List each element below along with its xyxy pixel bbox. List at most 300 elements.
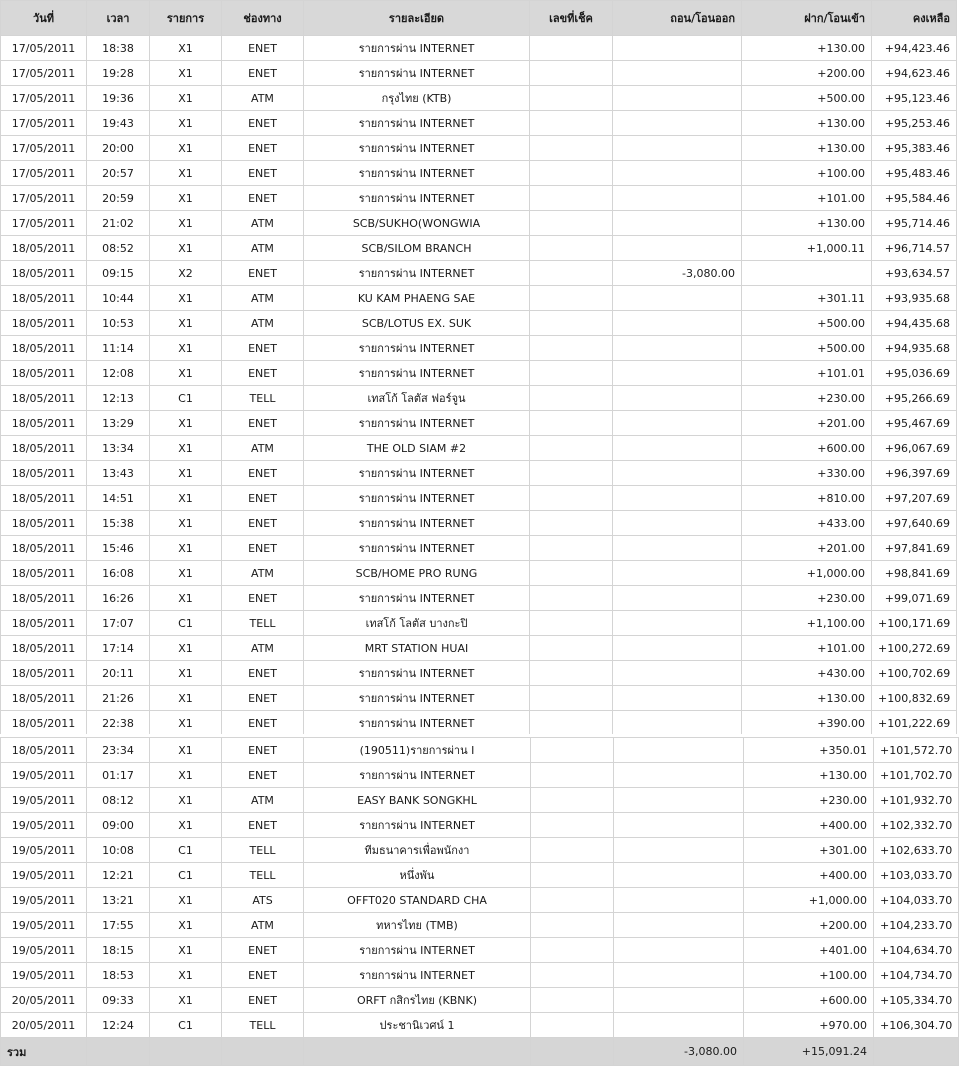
cell-withdraw [613,336,742,361]
cell-detail: รายการผ่าน INTERNET [304,511,530,536]
cell-type: X1 [150,636,222,661]
cell-date: 17/05/2011 [1,61,87,86]
cell-date: 20/05/2011 [1,1013,87,1038]
cell-balance: +104,233.70 [874,913,959,938]
cell-date: 18/05/2011 [1,536,87,561]
cell-channel: ENET [222,988,304,1013]
cell-balance: +106,304.70 [874,1013,959,1038]
cell-cheque [530,136,613,161]
table-row [1,111,957,136]
cell-withdraw [613,236,742,261]
cell-type: X1 [150,888,222,913]
cell-withdraw [614,913,744,938]
cell-detail: SCB/HOME PRO RUNG [304,561,530,586]
cell-channel: ENET [222,161,304,186]
table-row [1,36,957,61]
cell-withdraw [613,661,742,686]
cell-type: X1 [150,913,222,938]
table-row [1,963,959,988]
col-header-withdraw: ถอน/โอนออก [613,1,742,36]
cell-channel: TELL [222,1013,304,1038]
cell-date: 19/05/2011 [1,763,87,788]
cell-detail: KU KAM PHAENG SAE [304,286,530,311]
table-row [1,686,957,711]
cell-deposit: +1,000.00 [742,561,872,586]
cell-channel: ENET [222,586,304,611]
cell-deposit: +390.00 [742,711,872,736]
cell-type: X1 [150,61,222,86]
cell-date: 18/05/2011 [1,286,87,311]
cell-detail: รายการผ่าน INTERNET [304,711,530,736]
table-row [1,561,957,586]
cell-balance: +93,935.68 [872,286,957,311]
cell-balance: +96,397.69 [872,461,957,486]
cell-cheque [530,311,613,336]
cell-type: X1 [150,36,222,61]
cell-type: X1 [150,711,222,736]
cell-withdraw [613,461,742,486]
cell-balance: +101,702.70 [874,763,959,788]
cell-date: 18/05/2011 [1,686,87,711]
cell-time: 13:43 [87,461,150,486]
cell-cheque [531,788,614,813]
table-row [1,61,957,86]
cell-withdraw [613,686,742,711]
cell-balance: +95,123.46 [872,86,957,111]
cell-date: 18/05/2011 [1,336,87,361]
cell-date: 18/05/2011 [1,738,87,763]
cell-type: X1 [150,136,222,161]
cell-detail: รายการผ่าน INTERNET [304,763,531,788]
col-header-date: วันที่ [1,1,87,36]
cell-channel: ENET [222,686,304,711]
cell-balance: +100,272.69 [872,636,957,661]
cell-channel: ATM [222,913,304,938]
cell-balance: +95,714.46 [872,211,957,236]
total-withdraw: -3,080.00 [614,1038,744,1066]
cell-withdraw [613,586,742,611]
cell-cheque [530,361,613,386]
cell-date: 20/05/2011 [1,988,87,1013]
cell-balance: +94,623.46 [872,61,957,86]
cell-channel: ENET [222,461,304,486]
cell-cheque [530,211,613,236]
cell-channel: ENET [222,36,304,61]
cell-withdraw [613,311,742,336]
table-row [1,738,959,763]
cell-detail: เทสโก้ โลตัส บางกะปิ [304,611,530,636]
cell-type: X1 [150,511,222,536]
cell-balance: +100,171.69 [872,611,957,636]
cell-time: 16:26 [87,586,150,611]
cell-date: 18/05/2011 [1,586,87,611]
cell-time: 13:29 [87,411,150,436]
cell-cheque [530,286,613,311]
table-row [1,411,957,436]
cell-detail: THE OLD SIAM #2 [304,436,530,461]
table-row [1,813,959,838]
cell-deposit: +400.00 [744,863,874,888]
cell-cheque [530,261,613,286]
cell-deposit: +101.01 [742,361,872,386]
table-row [1,286,957,311]
cell-time: 21:26 [87,686,150,711]
cell-type: X1 [150,561,222,586]
cell-detail: รายการผ่าน INTERNET [304,461,530,486]
cell-time: 19:36 [87,86,150,111]
cell-date: 18/05/2011 [1,411,87,436]
cell-deposit: +200.00 [742,61,872,86]
cell-balance: +96,714.57 [872,236,957,261]
cell-balance: +104,033.70 [874,888,959,913]
cell-time: 10:44 [87,286,150,311]
cell-time: 09:00 [87,813,150,838]
cell-time: 09:15 [87,261,150,286]
cell-type: X1 [150,236,222,261]
cell-detail: รายการผ่าน INTERNET [304,161,530,186]
total-deposit: +15,091.24 [744,1038,874,1066]
cell-type: C1 [150,838,222,863]
cell-type: X1 [150,161,222,186]
cell-deposit: +350.01 [744,738,874,763]
cell-cheque [530,461,613,486]
cell-withdraw [614,888,744,913]
cell-cheque [530,686,613,711]
cell-detail: รายการผ่าน INTERNET [304,261,530,286]
cell-withdraw [614,938,744,963]
cell-detail: รายการผ่าน INTERNET [304,586,530,611]
cell-channel: ENET [222,813,304,838]
cell-withdraw [614,813,744,838]
table-row [1,261,957,286]
cell-detail: รายการผ่าน INTERNET [304,111,530,136]
cell-detail: OFFT020 STANDARD CHA [304,888,531,913]
cell-withdraw [614,763,744,788]
cell-balance: +102,633.70 [874,838,959,863]
cell-time: 10:53 [87,311,150,336]
cell-type: X1 [150,186,222,211]
cell-channel: ATM [222,788,304,813]
cell-channel: ENET [222,411,304,436]
cell-time: 13:34 [87,436,150,461]
cell-time: 17:07 [87,611,150,636]
table-row [1,386,957,411]
cell-deposit: +330.00 [742,461,872,486]
cell-date: 17/05/2011 [1,136,87,161]
cell-type: C1 [150,863,222,888]
table-row [1,161,957,186]
cell-detail: MRT STATION HUAI [304,636,530,661]
cell-type: X1 [150,963,222,988]
cell-cheque [530,711,613,736]
cell-time: 20:59 [87,186,150,211]
cell-cheque [531,963,614,988]
cell-date: 19/05/2011 [1,863,87,888]
cell-channel: ENET [222,938,304,963]
cell-balance: +102,332.70 [874,813,959,838]
cell-cheque [531,988,614,1013]
cell-deposit: +810.00 [742,486,872,511]
cell-balance: +104,734.70 [874,963,959,988]
col-header-detail: รายละเอียด [304,1,530,36]
header-row [1,1,957,36]
cell-deposit [742,261,872,286]
cell-channel: ATM [222,86,304,111]
cell-channel: ATM [222,436,304,461]
cell-time: 16:08 [87,561,150,586]
cell-balance: +95,253.46 [872,111,957,136]
cell-date: 18/05/2011 [1,386,87,411]
cell-deposit: +600.00 [744,988,874,1013]
cell-deposit: +130.00 [744,763,874,788]
table-row [1,311,957,336]
cell-deposit: +500.00 [742,336,872,361]
cell-time: 18:38 [87,36,150,61]
cell-deposit: +433.00 [742,511,872,536]
cell-channel: ATS [222,888,304,913]
cell-type: X1 [150,686,222,711]
cell-channel: ENET [222,61,304,86]
cell-type: X1 [150,436,222,461]
cell-balance: +103,033.70 [874,863,959,888]
cell-balance: +104,634.70 [874,938,959,963]
cell-type: X1 [150,813,222,838]
cell-date: 18/05/2011 [1,461,87,486]
cell-channel: ATM [222,636,304,661]
cell-time: 17:14 [87,636,150,661]
cell-cheque [530,61,613,86]
cell-withdraw [613,36,742,61]
table-row [1,636,957,661]
cell-withdraw [613,361,742,386]
cell-cheque [530,36,613,61]
table-row [1,863,959,888]
cell-type: X1 [150,86,222,111]
cell-cheque [530,636,613,661]
cell-detail: ทีมธนาคารเพื่อพนักงา [304,838,531,863]
cell-channel: ENET [222,336,304,361]
total-label: รวม [1,1038,87,1066]
cell-cheque [530,186,613,211]
cell-date: 19/05/2011 [1,913,87,938]
cell-cheque [530,586,613,611]
cell-cheque [530,536,613,561]
cell-date: 18/05/2011 [1,436,87,461]
cell-detail: รายการผ่าน INTERNET [304,963,531,988]
cell-balance: +100,832.69 [872,686,957,711]
cell-balance: +97,640.69 [872,511,957,536]
cell-channel: ENET [222,661,304,686]
cell-channel: ENET [222,536,304,561]
cell-channel: ENET [222,711,304,736]
cell-date: 18/05/2011 [1,711,87,736]
cell-date: 17/05/2011 [1,186,87,211]
cell-type: X1 [150,988,222,1013]
cell-detail: SCB/SUKHO(WONGWIA [304,211,530,236]
cell-detail: รายการผ่าน INTERNET [304,813,531,838]
cell-balance: +101,572.70 [874,738,959,763]
cell-type: X1 [150,336,222,361]
cell-balance: +95,036.69 [872,361,957,386]
cell-time: 08:52 [87,236,150,261]
cell-balance: +94,935.68 [872,336,957,361]
cell-deposit: +500.00 [742,311,872,336]
table-row [1,611,957,636]
cell-type: X2 [150,261,222,286]
cell-date: 18/05/2011 [1,311,87,336]
cell-cheque [531,1013,614,1038]
cell-date: 19/05/2011 [1,788,87,813]
cell-type: C1 [150,611,222,636]
cell-balance: +95,467.69 [872,411,957,436]
table-row [1,211,957,236]
cell-time: 01:17 [87,763,150,788]
cell-balance: +95,584.46 [872,186,957,211]
table-row [1,336,957,361]
cell-deposit: +430.00 [742,661,872,686]
cell-deposit: +101.00 [742,636,872,661]
cell-deposit: +130.00 [742,211,872,236]
cell-withdraw [613,386,742,411]
cell-deposit: +130.00 [742,111,872,136]
cell-time: 14:51 [87,486,150,511]
cell-withdraw [613,136,742,161]
cell-time: 18:53 [87,963,150,988]
cell-withdraw [613,561,742,586]
cell-type: X1 [150,738,222,763]
cell-detail: ประชานิเวศน์ 1 [304,1013,531,1038]
cell-deposit: +1,000.00 [744,888,874,913]
table-row [1,361,957,386]
table-row [1,661,957,686]
cell-detail: รายการผ่าน INTERNET [304,938,531,963]
cell-channel: ENET [222,136,304,161]
cell-balance: +101,222.69 [872,711,957,736]
table-row [1,86,957,111]
cell-time: 15:38 [87,511,150,536]
table-row [1,236,957,261]
cell-time: 21:02 [87,211,150,236]
cell-type: X1 [150,586,222,611]
cell-withdraw [613,511,742,536]
cell-time: 19:28 [87,61,150,86]
cell-time: 12:24 [87,1013,150,1038]
cell-time: 11:14 [87,336,150,361]
cell-cheque [530,86,613,111]
table-row [1,838,959,863]
cell-detail: รายการผ่าน INTERNET [304,411,530,436]
cell-channel: ENET [222,763,304,788]
cell-date: 19/05/2011 [1,838,87,863]
cell-time: 20:57 [87,161,150,186]
cell-deposit: +970.00 [744,1013,874,1038]
cell-cheque [531,863,614,888]
table-row [1,511,957,536]
cell-channel: ENET [222,738,304,763]
cell-date: 18/05/2011 [1,636,87,661]
cell-withdraw [614,738,744,763]
table-row [1,888,959,913]
cell-withdraw: -3,080.00 [613,261,742,286]
cell-withdraw [613,211,742,236]
cell-cheque [531,763,614,788]
cell-withdraw [613,711,742,736]
cell-cheque [530,161,613,186]
cell-deposit: +301.11 [742,286,872,311]
cell-date: 17/05/2011 [1,211,87,236]
cell-channel: TELL [222,611,304,636]
cell-type: C1 [150,386,222,411]
cell-balance: +100,702.69 [872,661,957,686]
cell-deposit: +200.00 [744,913,874,938]
cell-deposit: +301.00 [744,838,874,863]
cell-type: X1 [150,311,222,336]
cell-channel: ENET [222,511,304,536]
cell-time: 18:15 [87,938,150,963]
col-header-cheque: เลขที่เช็ค [530,1,613,36]
cell-cheque [530,511,613,536]
cell-deposit: +400.00 [744,813,874,838]
cell-detail: หนึ่งพัน [304,863,531,888]
cell-detail: (190511)รายการผ่าน I [304,738,531,763]
cell-time: 20:11 [87,661,150,686]
cell-time: 23:34 [87,738,150,763]
cell-time: 12:21 [87,863,150,888]
cell-time: 19:43 [87,111,150,136]
cell-deposit: +500.00 [742,86,872,111]
cell-channel: ATM [222,311,304,336]
cell-time: 12:13 [87,386,150,411]
cell-type: X1 [150,111,222,136]
cell-time: 15:46 [87,536,150,561]
cell-type: X1 [150,211,222,236]
table-row [1,913,959,938]
cell-date: 17/05/2011 [1,36,87,61]
cell-balance: +97,207.69 [872,486,957,511]
cell-type: C1 [150,1013,222,1038]
cell-withdraw [614,963,744,988]
col-header-deposit: ฝาก/โอนเข้า [742,1,872,36]
total-row [1,1038,959,1066]
cell-deposit: +130.00 [742,136,872,161]
cell-deposit: +1,100.00 [742,611,872,636]
cell-balance: +96,067.69 [872,436,957,461]
cell-time: 17:55 [87,913,150,938]
cell-withdraw [613,86,742,111]
cell-detail: รายการผ่าน INTERNET [304,486,530,511]
cell-channel: ENET [222,963,304,988]
cell-time: 22:38 [87,711,150,736]
cell-date: 17/05/2011 [1,161,87,186]
cell-deposit: +1,000.11 [742,236,872,261]
table-row [1,1013,959,1038]
cell-date: 18/05/2011 [1,236,87,261]
cell-balance: +99,071.69 [872,586,957,611]
cell-cheque [530,561,613,586]
cell-detail: ORFT กสิกรไทย (KBNK) [304,988,531,1013]
cell-date: 18/05/2011 [1,261,87,286]
cell-detail: SCB/LOTUS EX. SUK [304,311,530,336]
cell-date: 18/05/2011 [1,561,87,586]
cell-detail: รายการผ่าน INTERNET [304,536,530,561]
cell-type: X1 [150,788,222,813]
cell-deposit: +100.00 [744,963,874,988]
table-row [1,788,959,813]
transactions-table-bottom [0,737,959,1066]
cell-cheque [530,436,613,461]
cell-channel: ATM [222,236,304,261]
cell-date: 17/05/2011 [1,111,87,136]
